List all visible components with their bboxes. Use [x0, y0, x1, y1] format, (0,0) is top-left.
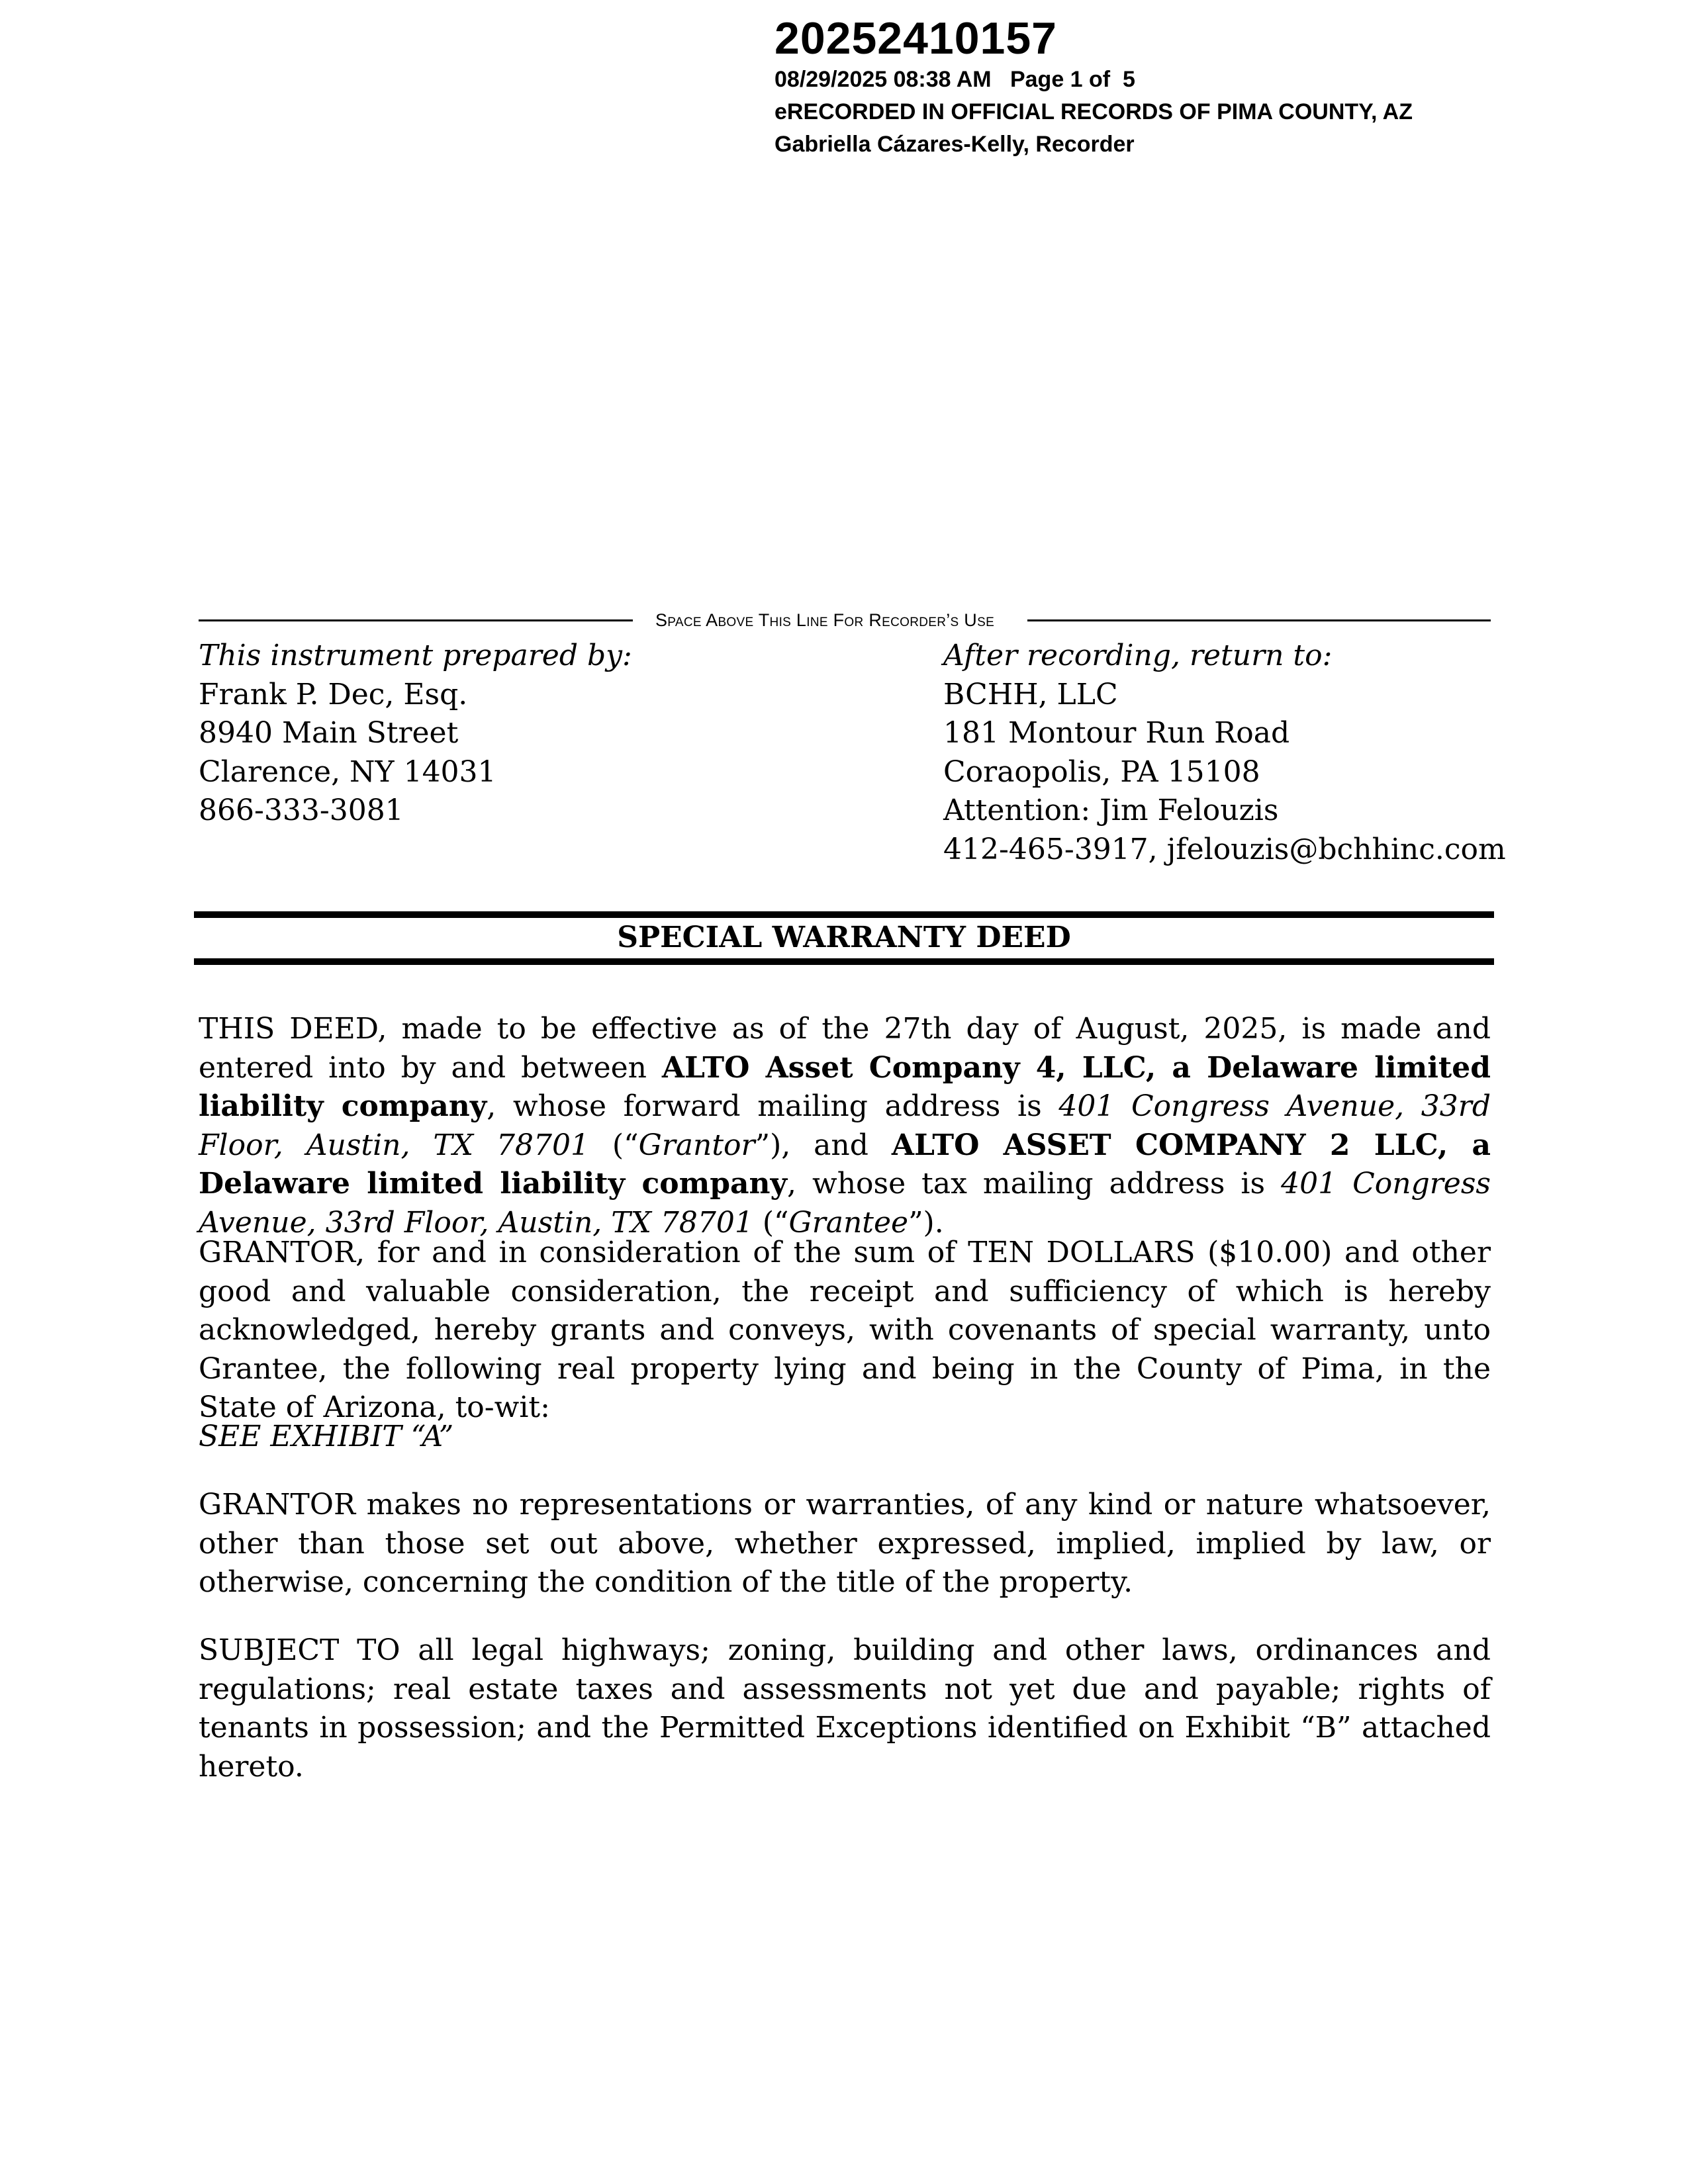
title-rule-bottom	[194, 958, 1494, 965]
no-warranty-paragraph: GRANTOR makes no representations or warranties, of any kind or nature whatsoever, other than those set out above, whether expressed, implied, implied by law, or otherwise, concerning the condition of the title of the property.	[199, 1488, 1491, 1599]
prepared-by-block	[199, 637, 861, 831]
grantee-address: 401 Congress Avenue, 33rd Floor, Austin, TX 78701	[199, 1167, 1491, 1240]
recorded-in-line: eRECORDED IN OFFICIAL RECORDS OF PIMA COUNTY, AZ	[774, 99, 1413, 124]
text-run: , whose tax mailing address is	[787, 1167, 1282, 1201]
return-to-line: 412-465-3917, jfelouzis@bchhinc.com	[943, 832, 1506, 866]
recording-stamp	[774, 13, 1413, 161]
text-run: THIS DEED, made to be effective as of the 27th day of August, 2025, is made and entered into by and between	[199, 1012, 1491, 1085]
grantor-address: 401 Congress Avenue, 33rd Floor, Austin, TX 78701	[199, 1089, 1491, 1162]
grantee-label: Grantee	[788, 1205, 909, 1240]
exhibit-reference: SEE EXHIBIT “A”	[199, 1420, 454, 1453]
deed-title: SPECIAL WARRANTY DEED	[617, 921, 1071, 954]
prepared-by-line: Frank P. Dec, Esq.	[199, 677, 468, 711]
recorder-use-divider	[199, 606, 1491, 635]
recording-datetime-page: 08/29/2025 08:38 AM Page 1 of 5	[774, 67, 1135, 92]
prepared-by-heading: This instrument prepared by:	[199, 639, 632, 672]
text-run: , whose forward mailing address is	[487, 1089, 1059, 1123]
grantee-name: ALTO ASSET COMPANY 2 LLC, a Delaware limited liability company	[199, 1128, 1491, 1201]
grantor-name: ALTO Asset Company 4, LLC, a Delaware limited liability company	[199, 1050, 1491, 1123]
divider-text: Space Above This Line For Recorder’s Use	[655, 610, 995, 630]
prepared-by-line: Clarence, NY 14031	[199, 754, 496, 789]
grant-paragraph: GRANTOR, for and in consideration of the sum of TEN DOLLARS ($10.00) and other good and valuable consideration, the receipt and sufficiency of which is hereby acknowledged, hereby grants and conveys, with covenants of special warranty, unto Grantee, the following real property lying and being in the County of Pima, in the State of Arizona, to-wit:	[199, 1236, 1491, 1424]
prepared-by-line: 866-333-3081	[199, 794, 404, 827]
divider-line-left	[199, 619, 633, 621]
text-run: ”), and	[755, 1128, 892, 1162]
subject-to-paragraph: SUBJECT TO all legal highways; zoning, building and other laws, ordinances and regulations; real estate taxes and assessments not yet due and payable; rights of tenants in possession; and the Permitted Exceptions identified on Exhibit “B” attached hereto.	[199, 1633, 1491, 1784]
text-run: (“	[753, 1205, 789, 1240]
prepared-by-line: 8940 Main Street	[199, 716, 459, 750]
return-to-line: Coraopolis, PA 15108	[943, 754, 1260, 789]
grantor-label: Grantor	[638, 1128, 755, 1162]
return-to-block	[943, 637, 1506, 869]
document-number: 20252410157	[774, 13, 1058, 64]
text-run: ”).	[908, 1205, 944, 1240]
return-to-line: 181 Montour Run Road	[943, 716, 1290, 750]
text-run: (“	[589, 1128, 639, 1162]
return-to-heading: After recording, return to:	[943, 639, 1333, 672]
deed-parties-paragraph	[199, 1010, 1491, 1242]
title-rule-top	[194, 911, 1494, 918]
divider-line-right	[1027, 619, 1491, 621]
return-to-line: BCHH, LLC	[943, 677, 1118, 711]
return-to-line: Attention: Jim Felouzis	[943, 794, 1279, 827]
recorder-name: Gabriella Cázares-Kelly, Recorder	[774, 132, 1135, 157]
